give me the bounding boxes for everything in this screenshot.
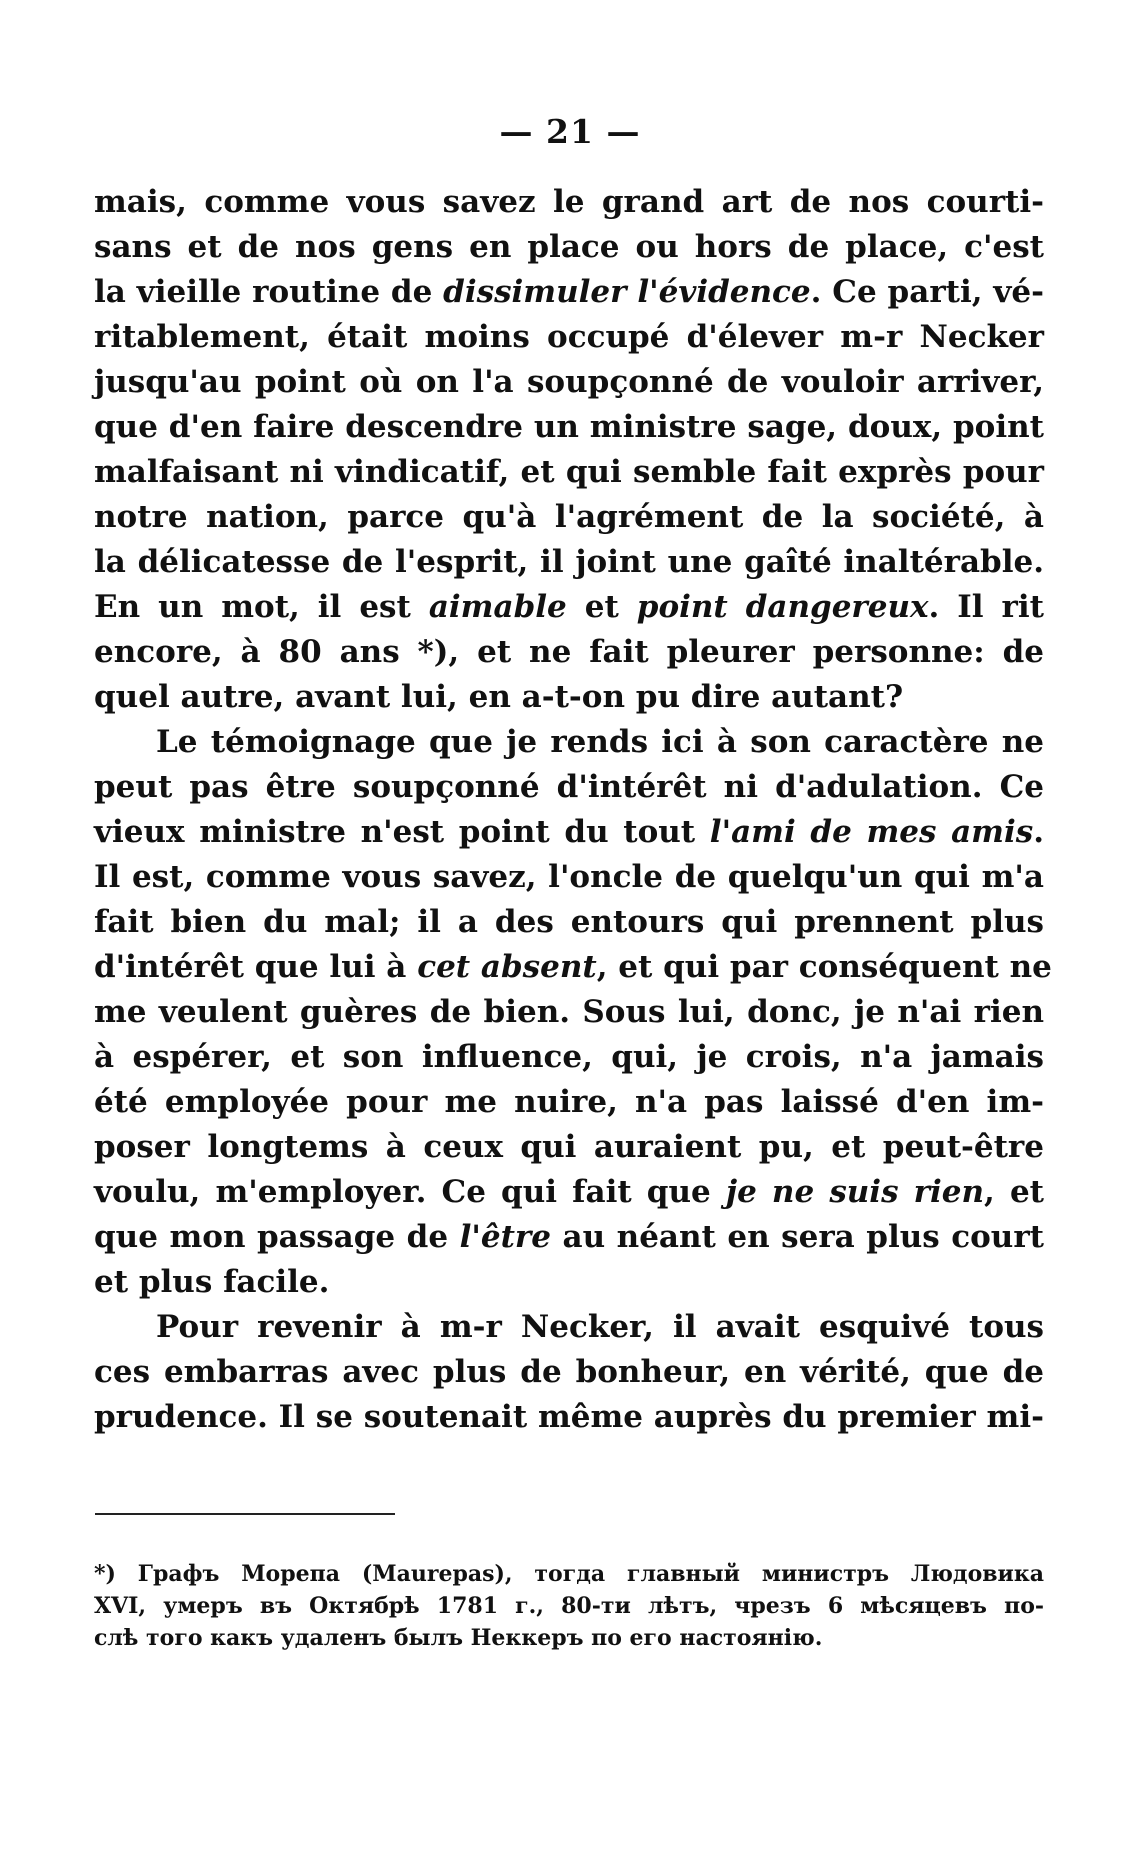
text-line (94, 540, 1044, 585)
text-line (94, 315, 1044, 360)
text-segment: que d'en faire descendre un ministre sage, doux, point (94, 409, 1044, 445)
text-segment: la délicatesse de l'esprit, il joint une gaîté inaltérable. (94, 544, 1044, 580)
text-line (94, 225, 1044, 270)
text-segment: Pour revenir à m-r Necker, il avait esquivé tous (156, 1309, 1044, 1345)
text-segment: voulu, m'employer. Ce qui fait que (94, 1174, 726, 1210)
text-line (94, 945, 1052, 990)
text-segment: poser longtems à ceux qui auraient pu, et peut-être (94, 1129, 1044, 1165)
text-line (94, 1170, 1044, 1215)
text-segment: . Ce parti, vé- (810, 274, 1045, 310)
text-segment: Il est, comme vous savez, l'oncle de quelqu'un qui m'a (94, 859, 1044, 895)
text-segment: sans et de nos gens en place ou hors de place, c'est (94, 229, 1044, 265)
text-segment: et (566, 589, 637, 625)
text-line (94, 720, 1044, 765)
italic-text: je ne suis rien (725, 1174, 985, 1210)
text-segment: ces embarras avec plus de bonheur, en vérité, que de (94, 1354, 1044, 1390)
text-line (94, 1395, 1044, 1440)
text-line (94, 810, 1044, 855)
text-segment: jusqu'au point où on l'a soupçonné de vouloir arriver, (94, 364, 1044, 400)
text-segment: . (1033, 814, 1044, 850)
text-line (94, 270, 1044, 315)
text-segment: ritablement, était moins occupé d'élever m-r Necker (94, 319, 1044, 355)
text-line (94, 180, 1044, 225)
text-segment: vieux ministre n'est point du tout (94, 814, 710, 850)
text-segment: . Il rit (928, 589, 1044, 625)
text-segment: d'intérêt que lui à (94, 949, 418, 985)
text-line (94, 1305, 1044, 1350)
text-segment: encore, à 80 ans *), et ne fait pleurer personne: de (94, 634, 1044, 670)
text-line (94, 1035, 1044, 1080)
main-text (94, 180, 1052, 1440)
italic-text: cet absent (417, 949, 597, 985)
text-line (94, 1215, 1044, 1260)
text-segment: peut pas être soupçonné d'intérêt ni d'adulation. Ce (94, 769, 1044, 805)
text-segment: mais, comme vous savez le grand art de nos courti- (94, 184, 1044, 220)
text-segment: malfaisant ni vindicatif, et qui semble fait exprès pour (94, 454, 1044, 490)
text-line (94, 1260, 1044, 1305)
text-segment: et plus facile. (94, 1264, 330, 1300)
italic-text: l'être (459, 1219, 551, 1255)
text-segment: que mon passage de (94, 1219, 460, 1255)
italic-text: point dangereux (636, 589, 929, 625)
text-line (94, 1080, 1044, 1125)
text-line (94, 855, 1044, 900)
text-segment: quel autre, avant lui, en a-t-on pu dire autant? (94, 679, 904, 715)
footnote-line: *) Графъ Морепа (Maurepas), тогда главный министръ Людовика (94, 1561, 1044, 1587)
text-line (94, 450, 1044, 495)
footnote-line: XVI, умеръ въ Октябрѣ 1781 г., 80-ти лѣтъ, чрезъ 6 мѣсяцевъ по- (94, 1593, 1044, 1619)
text-segment: fait bien du mal; il a des entours qui prennent plus (94, 904, 1044, 940)
text-segment: , et (984, 1174, 1044, 1210)
text-line (94, 900, 1044, 945)
text-line (94, 1125, 1044, 1170)
footnote (94, 1558, 1044, 1654)
text-segment: prudence. Il se soutenait même auprès du premier mi- (94, 1399, 1044, 1435)
text-segment: au néant en sera plus court (550, 1219, 1044, 1255)
text-line (94, 495, 1044, 540)
footnote-divider (95, 1513, 395, 1515)
text-line (94, 360, 1044, 405)
italic-text: dissimuler l'évidence (443, 274, 811, 310)
text-segment: Le témoignage que je rends ici à son caractère ne (156, 724, 1044, 760)
italic-text: l'ami de mes amis (709, 814, 1034, 850)
text-line (94, 675, 1044, 720)
text-line (94, 630, 1044, 675)
text-line (94, 765, 1044, 810)
text-segment: notre nation, parce qu'à l'agrément de la société, à (94, 499, 1044, 535)
text-line (94, 1350, 1044, 1395)
italic-text: aimable (428, 589, 567, 625)
text-line (94, 990, 1044, 1035)
page-number: — 21 — (499, 112, 641, 151)
text-segment: me veulent guères de bien. Sous lui, donc, je n'ai rien (94, 994, 1044, 1030)
text-segment: En un mot, il est (94, 589, 429, 625)
text-segment: à espérer, et son influence, qui, je crois, n'a jamais (94, 1039, 1044, 1075)
text-segment: été employée pour me nuire, n'a pas laissé d'en im- (94, 1084, 1044, 1120)
text-line (94, 585, 1044, 630)
text-line (94, 405, 1044, 450)
text-segment: la vieille routine de (94, 274, 444, 310)
text-segment: , et qui par conséquent ne (596, 949, 1052, 985)
footnote-line: слѣ того какъ удаленъ былъ Неккеръ по его настоянію. (94, 1625, 823, 1651)
